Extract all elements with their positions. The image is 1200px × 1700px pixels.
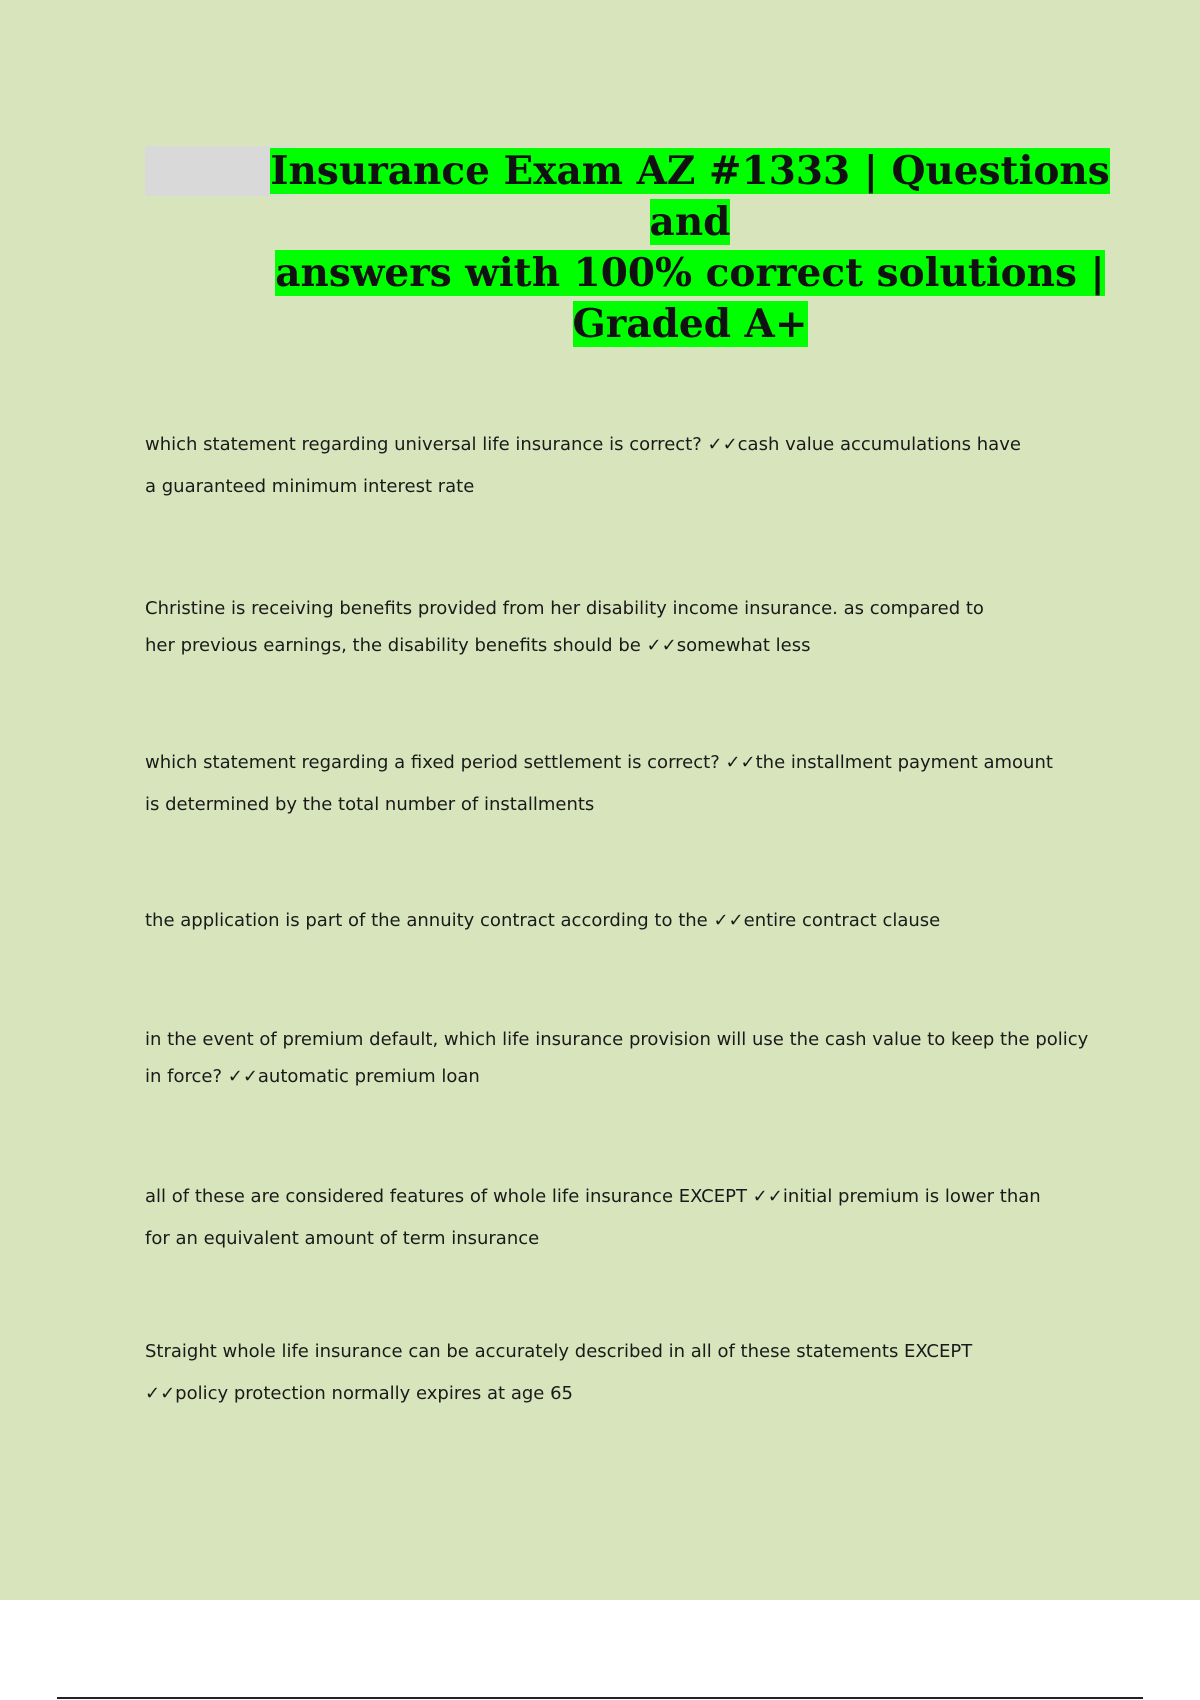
- qa-item-4: [145, 902, 1085, 939]
- qa-line: all of these are considered features of whole life insurance EXCEPT ✓✓initial premium is lower than: [145, 1186, 1041, 1207]
- qa-item-7: [145, 1331, 1085, 1415]
- qa-item-5: [145, 1021, 1089, 1095]
- qa-line: Straight whole life insurance can be accurately described in all of these statements EXCEPT: [145, 1341, 973, 1362]
- qa-item-2: [145, 590, 1085, 664]
- title-line-1: Insurance Exam AZ #1333 | Questions and: [270, 148, 1110, 245]
- qa-line: which statement regarding a fixed period settlement is correct? ✓✓the installment payment amount: [145, 752, 1053, 773]
- qa-line: a guaranteed minimum interest rate: [145, 476, 475, 497]
- qa-item-3: [145, 742, 1085, 826]
- qa-line: the application is part of the annuity contract according to the ✓✓entire contract clause: [145, 910, 941, 931]
- qa-line: in force? ✓✓automatic premium loan: [145, 1066, 480, 1087]
- footer-rule: [57, 1697, 1143, 1699]
- qa-line: in the event of premium default, which life insurance provision will use the cash value to keep the policy: [145, 1029, 1089, 1050]
- title-line-2: answers with 100% correct solutions |: [275, 250, 1105, 296]
- qa-line: for an equivalent amount of term insurance: [145, 1228, 540, 1249]
- qa-line: is determined by the total number of installments: [145, 794, 595, 815]
- qa-line: Christine is receiving benefits provided from her disability income insurance. as compared to: [145, 598, 984, 619]
- document-title: [250, 146, 1130, 350]
- qa-line: ✓✓policy protection normally expires at age 65: [145, 1383, 573, 1404]
- qa-item-6: [145, 1176, 1085, 1260]
- qa-line: which statement regarding universal life insurance is correct? ✓✓cash value accumulations have: [145, 434, 1021, 455]
- qa-line: her previous earnings, the disability benefits should be ✓✓somewhat less: [145, 635, 811, 656]
- title-line-3: Graded A+: [572, 301, 808, 347]
- qa-item-1: [145, 424, 1085, 508]
